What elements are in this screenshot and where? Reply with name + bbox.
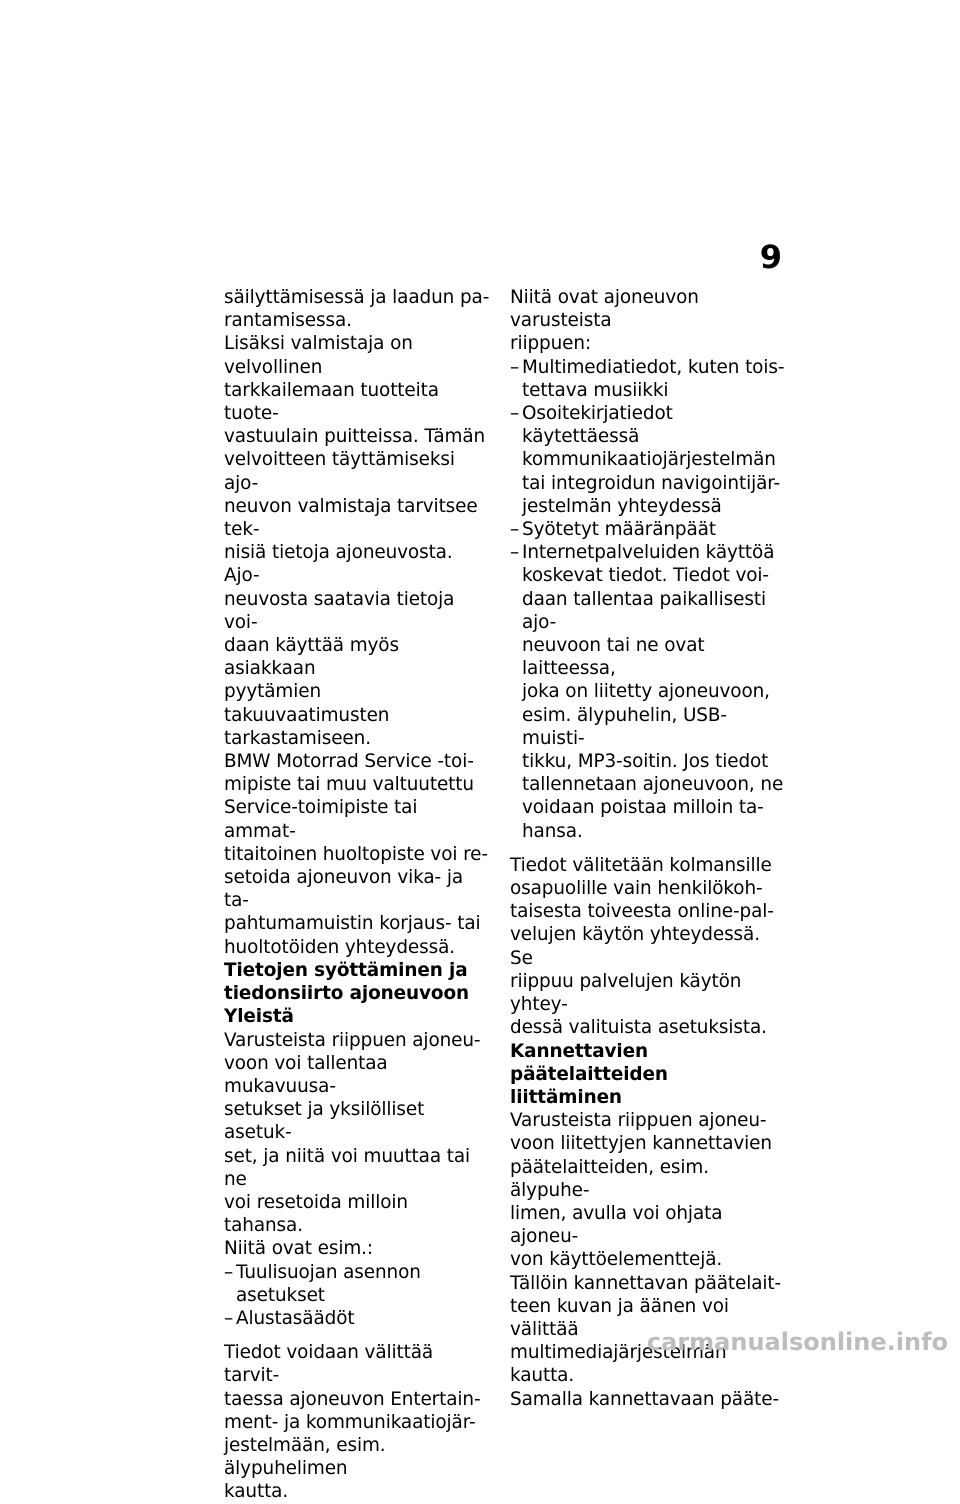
- page-number: 9: [759, 238, 782, 276]
- list-dash: –: [510, 403, 520, 425]
- list-item: [510, 541, 785, 843]
- left-paragraph-5: Niitä ovat esim.:: [224, 1238, 374, 1260]
- left-paragraph-3: BMW Motorrad Service -toi- mipiste tai muu valtuutettu Service-toimipiste tai ammat- titaitoinen huoltopiste voi re- setoida ajoneuvon vika- ja ta- pahtumamuistin korjaus- tai huoltotöiden yhteydessä.: [224, 751, 488, 958]
- right-paragraph-2: Tiedot välitetään kolmansille osapuolille vain henkilökoh- taisesta toiveesta online-pal- velujen käytön yhteydessä. Se riippuu palvelujen käytön yhtey- dessä valituista asetuksista.: [510, 854, 774, 1039]
- list-item-text: Osoitekirjatiedot käytettäessä kommunikaatiojärjestelmän tai integroidun navigointijär- jestelmän yhteydessä: [522, 403, 781, 517]
- list-item: [510, 356, 785, 402]
- left-paragraph-2: Lisäksi valmistaja on velvollinen tarkkailemaan tuotteita tuote- vastuulain puitteissa. Tämän velvoitteen täyttämiseksi ajo- neuvon valmistaja tarvitsee tek- nisiä tietoja ajoneuvosta. Ajo- neuvosta saatavia tietoja voi- daan käyttää myös asiakkaan pyytämien takuuvaatimusten tarkastamiseen.: [224, 333, 486, 749]
- right-paragraph-4: Tällöin kannettavan päätelait- teen kuvan ja äänen voi välittää multimediajärjestelmän kautta. Samalla kannettavaan pääte-: [510, 1272, 782, 1410]
- right-paragraph-3: Varusteista riippuen ajoneu- voon liitettyjen kannettavien päätelaitteiden, esim. älypuhe- limen, avulla voi ohjata ajoneu- von käyttöelementtejä.: [510, 1110, 772, 1271]
- list-item: [224, 1307, 492, 1330]
- right-column: [510, 286, 785, 1411]
- section-heading-portable-devices: Kannettavien päätelaitteiden liittäminen: [510, 1040, 668, 1108]
- list-item-text: Internetpalveluiden käyttöä koskevat tiedot. Tiedot voi- daan tallentaa paikallisesti ajo- neuvoon tai ne ovat laitteessa, joka on liitetty ajoneuvoon, esim. älypuhelin, USB-muisti- tikku, MP3-soitin. Jos tiedot tallennetaan ajoneuvoon, ne voidaan poistaa milloin ta- hansa.: [522, 542, 784, 842]
- list-dash: –: [510, 542, 520, 564]
- left-paragraph-4: Varusteista riippuen ajoneu- voon voi tallentaa mukavuusa- setukset ja yksilölliset asetuk- set, ja niitä voi muuttaa tai ne voi resetoida milloin tahansa.: [224, 1029, 481, 1237]
- list-item-text: Alustasäädöt: [236, 1307, 355, 1329]
- left-column: [224, 286, 492, 1504]
- right-data-list: [510, 356, 785, 843]
- list-item: [224, 1261, 492, 1307]
- left-paragraph-6: Tiedot voidaan välittää tarvit- taessa ajoneuvon Entertain- ment- ja kommunikaatiojär- jestelmään, esim. älypuhelimen kautta.: [224, 1342, 481, 1503]
- list-dash: –: [510, 519, 520, 541]
- list-item: [510, 518, 785, 541]
- left-paragraph-1: säilyttämisessä ja laadun pa- rantamisessa.: [224, 287, 490, 332]
- list-dash: –: [510, 356, 520, 378]
- watermark-text: carmanualsonline.info: [646, 1328, 948, 1356]
- list-dash: –: [224, 1261, 234, 1283]
- list-item-text: Syötetyt määränpäät: [522, 519, 716, 541]
- subsection-heading-general: Yleistä: [224, 1006, 294, 1028]
- list-item: [510, 402, 785, 518]
- list-item-text: Multimediatiedot, kuten tois- tettava musiikki: [522, 356, 785, 401]
- left-settings-list: [224, 1261, 492, 1331]
- section-heading-data-entry: Tietojen syöttäminen ja tiedonsiirto ajoneuvoon: [224, 959, 469, 1005]
- list-item-text: Tuulisuojan asennon asetukset: [236, 1261, 421, 1306]
- right-paragraph-1: Niitä ovat ajoneuvon varusteista riippuen:: [510, 287, 699, 355]
- list-dash: –: [224, 1307, 234, 1329]
